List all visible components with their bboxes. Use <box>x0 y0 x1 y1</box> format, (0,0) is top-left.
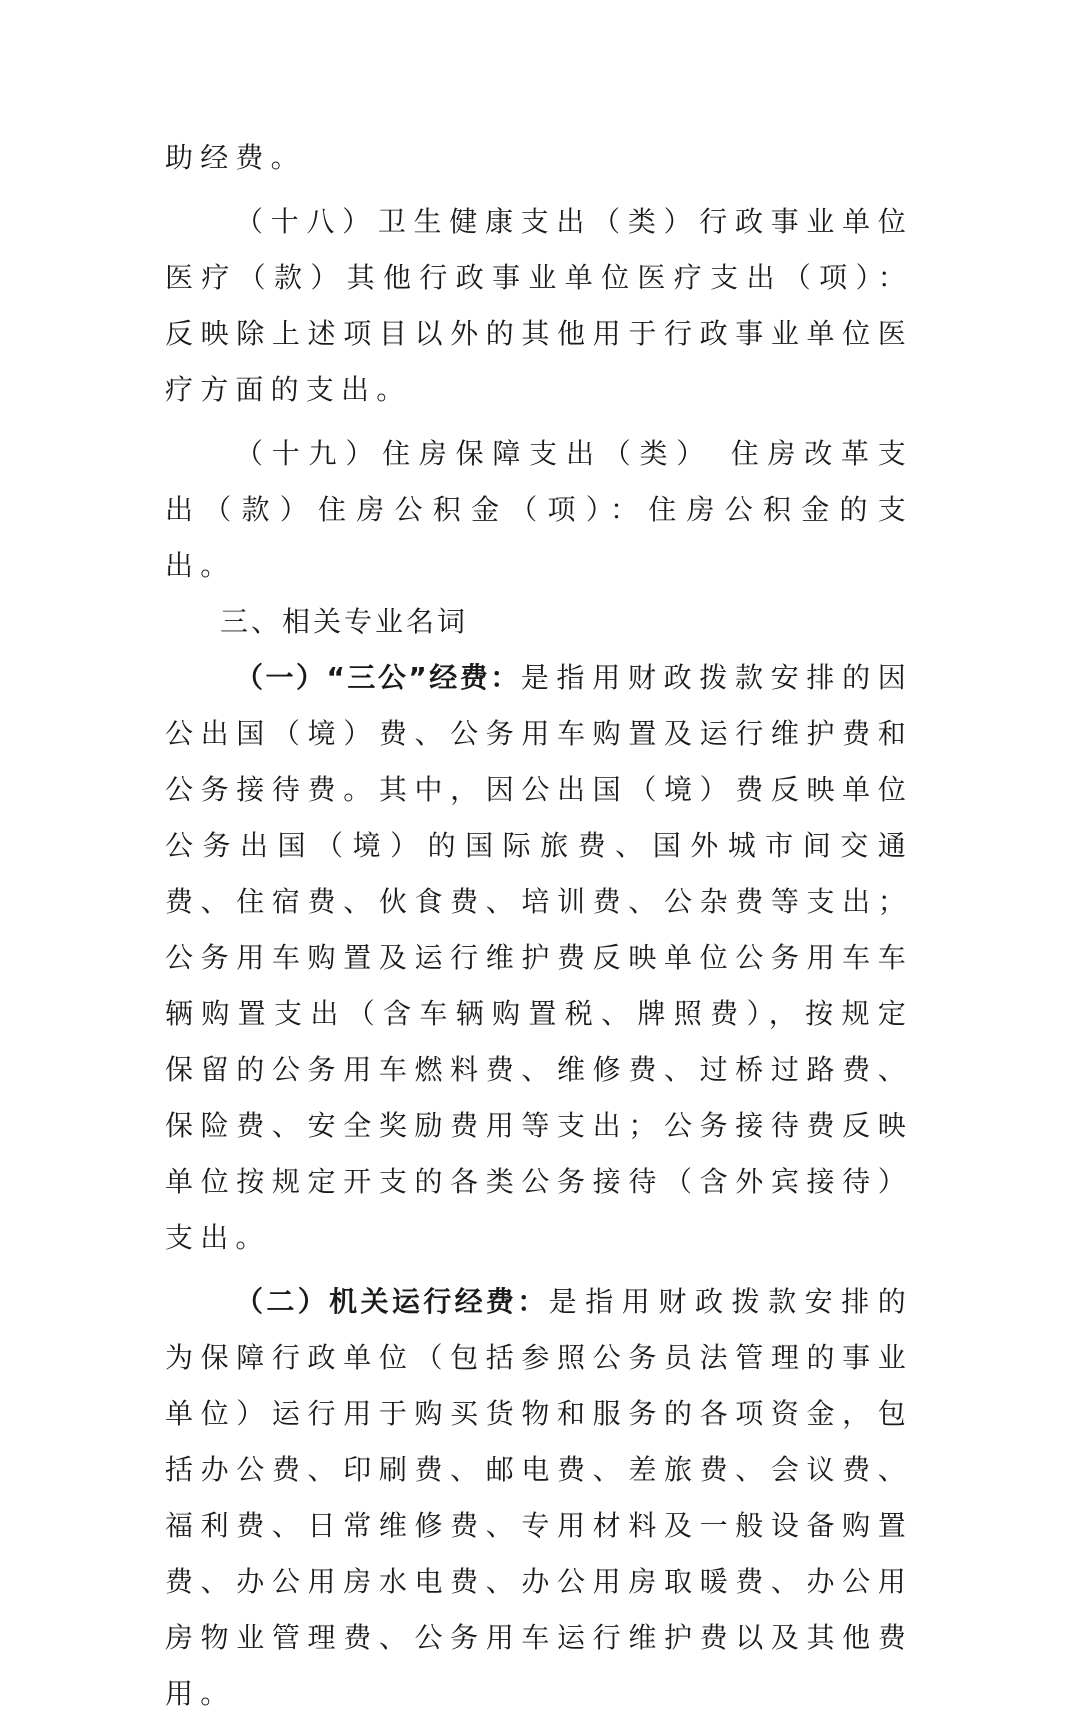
term-body-2: 是指用财政拨款安排的为保障行政单位（包括参照公务员法管理的事业单位）运行用于购买货物和服务的各项资金，包括办公费、印刷费、邮电费、差旅费、会议费、福利费、日常维修费、专用材料及一般设备购置费、办公用房水电费、办公用房取暖费、办公用房物业管理费、公务用车运行维护费以及其他费用。 <box>165 1285 913 1710</box>
paragraph-term-2 <box>165 1274 913 1722</box>
term-label-2: （二）机关运行经费： <box>235 1285 549 1318</box>
paragraph-item-18: （十八）卫生健康支出（类）行政事业单位医疗（款）其他行政事业单位医疗支出（项）：反映除上述项目以外的其他用于行政事业单位医疗方面的支出。 <box>165 205 913 406</box>
paragraph-term-1 <box>165 650 913 1266</box>
paragraph-continuation: 助经费。 <box>165 141 306 174</box>
term-label-1: （一）“三公”经费： <box>235 661 521 694</box>
term-body-1: 是指用财政拨款安排的因公出国（境）费、公务用车购置及运行维护费和公务接待费。其中，因公出国（境）费反映单位公务出国（境）的国际旅费、国外城市间交通费、住宿费、伙食费、培训费、公杂费等支出；公务用车购置及运行维护费反映单位公务用车车辆购置支出（含车辆购置税、牌照费），按规定保留的公务用车燃料费、维修费、过桥过路费、保险费、安全奖励费用等支出；公务接待费反映单位按规定开支的各类公务接待（含外宾接待）支出。 <box>165 661 914 1254</box>
paragraph-item-19: （十九）住房保障支出（类） 住房改革支出（款）住房公积金（项）：住房公积金的支出。 <box>165 437 913 582</box>
section-heading: 三、相关专业名词 <box>220 605 469 638</box>
document-page <box>165 130 913 1722</box>
